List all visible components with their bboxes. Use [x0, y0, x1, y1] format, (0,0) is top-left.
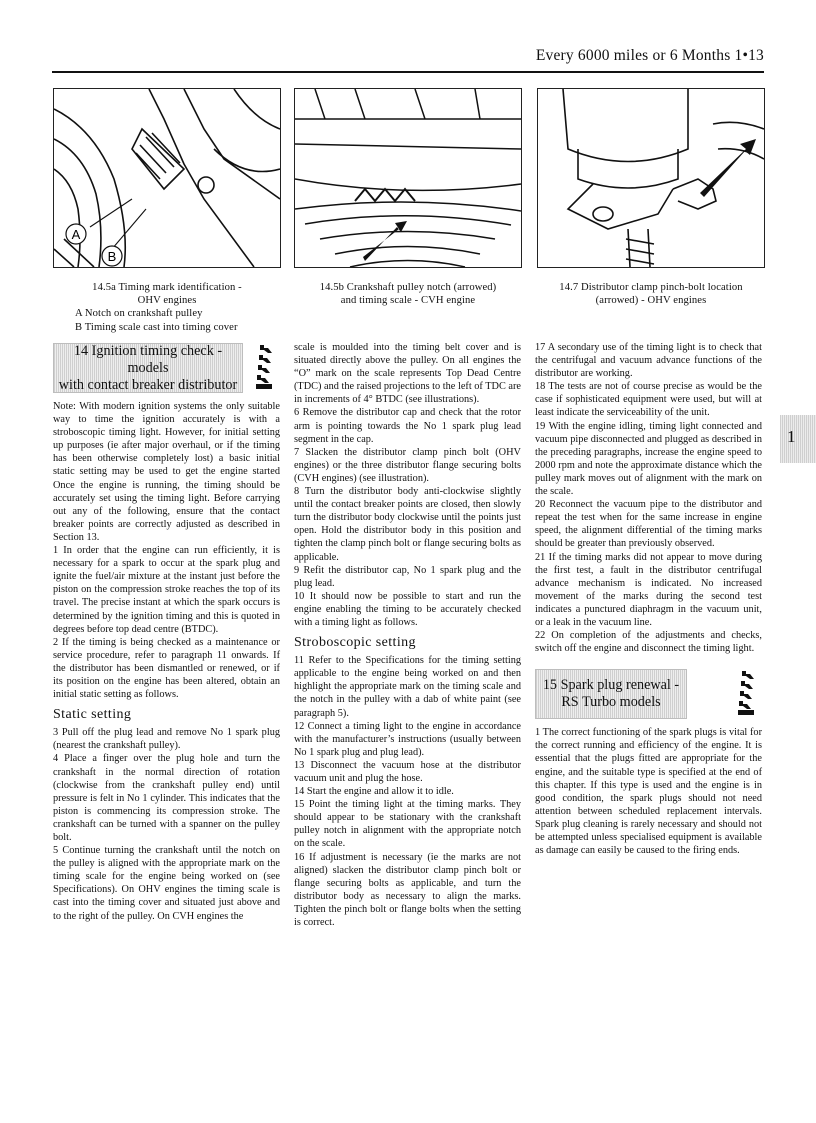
paragraph: 11 Refer to the Specifications for the timing setting applicable to the engine being worked on and then highlight the appropriate mark on the timing scale and the notch in the pulley with a dab of white paint (see paragraph 5).: [294, 655, 521, 719]
paragraph: 1 In order that the engine can run efficiently, it is necessary for a spark to occur at the spark plug and ignite the fuel/air mixture at the instant just before the piston on the compression stroke reaches the top of its travel. The precise instant at which the spark occurs is determined by the ignition timing and this is quoted in degrees before top dead centre (BTDC).: [53, 545, 280, 635]
paragraph: 12 Connect a timing light to the engine in accordance with the manufacturer’s instructions (usually between No 1 spark plug and plug lead).: [294, 720, 521, 758]
section-14-title: 14 Ignition timing check - models with contact breaker distributor: [53, 343, 243, 393]
subheading-static-setting: Static setting: [53, 707, 132, 723]
caption-line: (arrowed) - OHV engines: [595, 295, 707, 307]
section-14-heading: [53, 343, 280, 393]
timing-scale-zigzag: [355, 189, 415, 201]
chapter-tab: [780, 415, 816, 463]
paragraph: 20 Reconnect the vacuum pipe to the distributor and repeat the test when for the same increase in engine speed, the alignment differential of the timing marks should be greater than previously observed.: [535, 499, 762, 550]
paragraph: 17 A secondary use of the timing light is to check that the centrifugal and vacuum advance functions of the distributor are working.: [535, 342, 762, 380]
caption-line: and timing scale - CVH engine: [340, 295, 476, 307]
paragraph: 15 Point the timing light at the timing marks. They should appear to be stationary with the crankshaft pulley notch in alignment with the appropriate notch on the scale.: [294, 799, 521, 850]
pulley-outer-edge: [54, 109, 125, 267]
section-15-title: 15 Spark plug renewal - RS Turbo models: [535, 669, 687, 719]
figure-14-5a-drawing: [54, 89, 280, 267]
paragraph: 16 If adjustment is necessary (ie the marks are not aligned) slacken the distributor clamp pinch bolt or flange securing bolts as applicable, and turn the distributor body as necessary to align the marks. Tighten the pinch bolt or flange bolts when the setting is correct.: [294, 851, 521, 929]
figure-14-5b-pulley-notch-cvh: [294, 88, 522, 268]
paragraph: 21 If the timing marks did not appear to move during the first test, a fault in the distributor centrifugal advance mechanism is indicated. No increased movement of the marks during the second test indicates a punctured diaphragm in the vacuum unit, or a leak in the vacuum line.: [535, 551, 762, 628]
paragraph: scale is moulded into the timing belt cover and is situated directly above the pulley. On all engines the “O” mark on the scale represents Top Dead Centre (TDC) and the raised projections to the left of TDC are in increments of 4° BTDC (see illustrations).: [294, 342, 521, 406]
paragraph: 4 Place a finger over the plug hole and turn the crankshaft in the normal direction of rotation (clockwise from the crankshaft pulley end) until pressure is felt in No 1 cylinder. This indicates that the piston is commencing its compression stroke. The crankshaft can be turned with a spanner on the pulley bolt.: [53, 753, 280, 843]
figure-14-5a-caption: [53, 281, 281, 334]
difficulty-spanner-icon: [254, 343, 278, 391]
caption-line: OHV engines: [137, 295, 197, 307]
figure-14-7-caption: [537, 281, 765, 307]
paragraph: 10 It should now be possible to start and run the engine enabling the timing to be accurately checked with a timing light as follows.: [294, 590, 521, 628]
paragraph: 6 Remove the distributor cap and check that the rotor arm is pointing towards the No 1 spark plug lead segment in the cap.: [294, 407, 521, 445]
paragraph: 13 Disconnect the vacuum hose at the distributor vacuum unit and plug the hose.: [294, 759, 521, 784]
text-column-2: [294, 341, 521, 929]
callout-a-label: A: [71, 227, 81, 242]
note-paragraph: Note: With modern ignition systems the only suitable way to time the ignition accurately is with a stroboscopic timing light. However, for initial setting up purposes (ie after major overhaul, or if the timing has been otherwise completely lost) a basic initial static setting may be used to get the engine started Once the engine is running, the timing should be accurately set using the timing light. Before carrying out any of the following, ensure that the contact breaker points are correctly adjusted as described in Section 13.: [53, 401, 280, 543]
distributor-body: [563, 89, 688, 162]
figure-14-5b-caption: [294, 281, 522, 307]
paragraph: 2 If the timing is being checked as a maintenance or service procedure, refer to paragraph 11 onwards. If the distributor has been dismantled or renewed, or if its position on the engine has been altered, obtain an initial static setting as follows.: [53, 636, 280, 701]
page-header-title: Every 6000 miles or 6 Months 1•13: [535, 47, 764, 64]
figure-14-5a-timing-marks-ohv: [53, 88, 281, 268]
paragraph: 14 Start the engine and allow it to idle.: [294, 786, 454, 798]
pulley-rim: [295, 202, 521, 211]
caption-line: 14.7 Distributor clamp pinch-bolt location: [559, 282, 743, 293]
paragraph: 19 With the engine idling, timing light connected and vacuum pipe disconnected and plugged as described in the preceding paragraphs, increase the engine speed to 2000 rpm and note the approximate distance which the pulley mark moves out of alignment with the mark on the scale.: [535, 420, 762, 498]
paragraph: 3 Pull off the plug lead and remove No 1 spark plug (nearest the crankshaft pulley).: [53, 727, 280, 752]
figure-14-5b-drawing: [295, 89, 521, 267]
text-column-1: [53, 343, 280, 923]
paragraph: 7 Slacken the distributor clamp pinch bolt (OHV engines) or the three distributor flange securing bolts (CVH engines) (see illustration).: [294, 446, 521, 484]
arrow-icon: [700, 139, 756, 197]
chapter-tab-label: 1: [787, 427, 796, 446]
caption-legend-b: B Timing scale cast into timing cover: [75, 321, 238, 333]
caption-legend-a: A Notch on crankshaft pulley: [75, 308, 203, 320]
paragraph: 18 The tests are not of course precise as would be the case if sophisticated equipment were used, but will at least indicate the serviceability of the unit.: [535, 381, 762, 419]
callout-b-label: B: [107, 249, 117, 264]
caption-line: 14.5b Crankshaft pulley notch (arrowed): [319, 282, 497, 293]
subheading-stroboscopic-setting: Stroboscopic setting: [294, 635, 416, 651]
paragraph: 1 The correct functioning of the spark plugs is vital for the correct running and efficiency of the engine. It is essential that the plugs fitted are appropriate for the engine, and the suitable type is specified at the end of this chapter. If this type is used and the engine is in good condition, the spark plugs should not need attention between scheduled replacement intervals. Spark plug cleaning is rarely necessary and should not be attempted unless specialised equipment is available as damage can easily be caused to the firing ends.: [535, 727, 762, 857]
section-15-heading: [535, 669, 762, 719]
paragraph: 9 Refit the distributor cap, No 1 spark plug and the plug lead.: [294, 564, 521, 589]
difficulty-spanner-icon: [736, 669, 760, 717]
paragraph: 5 Continue turning the crankshaft until the notch on the pulley is aligned with the appropriate mark on the timing scale for the engine being worked on (see Specifications). On OHV engines the timing scale is cast into the timing cover and situated just above and to the right of the pulley. On CVH engines the: [53, 845, 280, 922]
figure-14-7-drawing: [538, 89, 764, 267]
arrow-icon: [363, 221, 407, 261]
figure-14-7-distributor-clamp: [537, 88, 765, 268]
text-column-3: [535, 341, 762, 857]
caption-line: 14.5a Timing mark identification -: [92, 282, 242, 293]
paragraph: 22 On completion of the adjustments and checks, switch off the engine and disconnect the timing light.: [535, 630, 762, 655]
header-rule: [52, 71, 764, 73]
paragraph: 8 Turn the distributor body anti-clockwise slightly until the contact breaker points are closed, then slowly turn the distributor body clockwise until the points just open. Hold the distributor body in this position and tighten the clamp pinch bolt or flange securing bolts as applicable.: [294, 486, 521, 563]
